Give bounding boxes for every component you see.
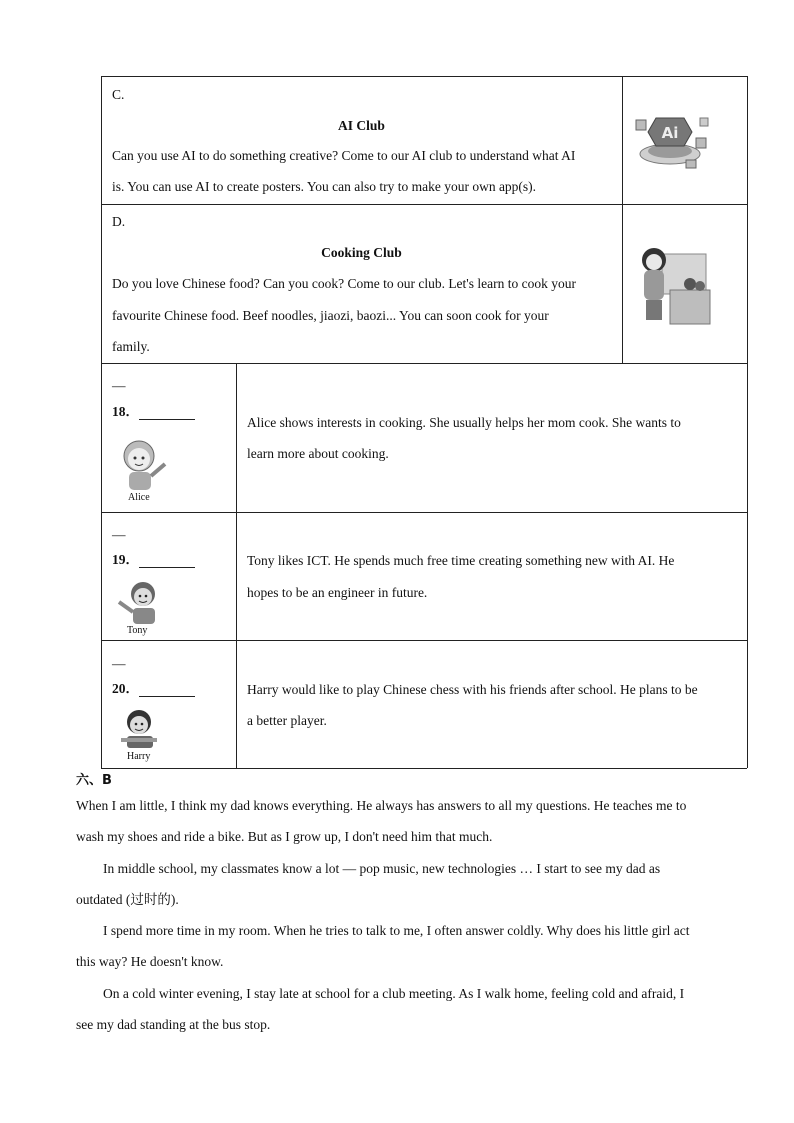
club-c-text-line: Can you use AI to do something creative? Come to our AI club to understand what AI <box>112 148 576 163</box>
section-heading: 六、B <box>76 773 112 788</box>
student-description-line: Alice shows interests in cooking. She usually helps her mom cook. She wants to <box>247 415 681 430</box>
passage-line: In middle school, my classmates know a lot — pop music, new technologies … I start to see my dad as <box>103 861 661 876</box>
dash: — <box>112 527 126 542</box>
club-d-text-line: family. <box>112 339 150 354</box>
table-border <box>101 768 747 769</box>
student-description-line: hopes to be an engineer in future. <box>247 585 428 600</box>
student-name: Tony <box>127 625 148 636</box>
club-d-text-line: favourite Chinese food. Beef noodles, jiaozi, baozi... You can soon cook for your <box>112 308 549 323</box>
passage-line: outdated (过时的). <box>76 892 179 907</box>
question-number-label: 19． <box>112 552 139 567</box>
club-c-title: AI Club <box>338 118 385 133</box>
harry-avatar-icon <box>113 706 163 750</box>
question-number <box>112 552 195 568</box>
passage-line: wash my shoes and ride a bike. But as I grow up, I don't need him that much. <box>76 829 493 844</box>
table-border <box>101 76 747 77</box>
question-number <box>112 404 195 420</box>
club-d-letter: D. <box>112 214 126 229</box>
passage-line: I spend more time in my room. When he tries to talk to me, I often answer coldly. Why does his little girl act <box>103 923 690 938</box>
answer-blank[interactable] <box>139 682 195 697</box>
table-border <box>236 363 237 768</box>
table-border <box>101 76 102 768</box>
table-border <box>101 512 747 513</box>
alice-avatar-icon <box>113 434 171 490</box>
svg-text:Ai: Ai <box>661 124 679 142</box>
question-number-label: 18． <box>112 404 139 419</box>
passage-line: On a cold winter evening, I stay late at school for a club meeting. As I walk home, feeling cold and afraid, I <box>103 986 685 1001</box>
table-border <box>622 76 623 363</box>
passage-line: When I am little, I think my dad knows everything. He always has answers to all my questions. He teaches me to <box>76 798 687 813</box>
passage-line: see my dad standing at the bus stop. <box>76 1017 271 1032</box>
table-border <box>101 640 747 641</box>
ai-logo-icon <box>630 108 714 172</box>
cooking-girl-icon <box>632 240 714 326</box>
table-border <box>101 204 747 205</box>
answer-blank[interactable] <box>139 553 195 568</box>
passage-line: this way? He doesn't know. <box>76 954 224 969</box>
question-number <box>112 681 195 697</box>
club-c-letter: C. <box>112 87 125 102</box>
answer-blank[interactable] <box>139 405 195 420</box>
student-description-line: learn more about cooking. <box>247 446 389 461</box>
tony-avatar-icon <box>113 578 163 624</box>
club-d-title: Cooking Club <box>321 245 402 260</box>
club-d-text-line: Do you love Chinese food? Can you cook? Come to our club. Let's learn to cook your <box>112 276 576 291</box>
student-name: Harry <box>127 751 151 762</box>
club-c-text-line: is. You can use AI to create posters. You can also try to make your own app(s). <box>112 179 537 194</box>
student-description-line: Tony likes ICT. He spends much free time creating something new with AI. He <box>247 553 675 568</box>
dash: — <box>112 378 126 393</box>
table-border <box>747 76 748 768</box>
dash: — <box>112 656 126 671</box>
student-description-line: Harry would like to play Chinese chess with his friends after school. He plans to be <box>247 682 698 697</box>
table-border <box>101 363 747 364</box>
student-name: Alice <box>128 492 150 503</box>
question-number-label: 20． <box>112 681 139 696</box>
student-description-line: a better player. <box>247 713 327 728</box>
